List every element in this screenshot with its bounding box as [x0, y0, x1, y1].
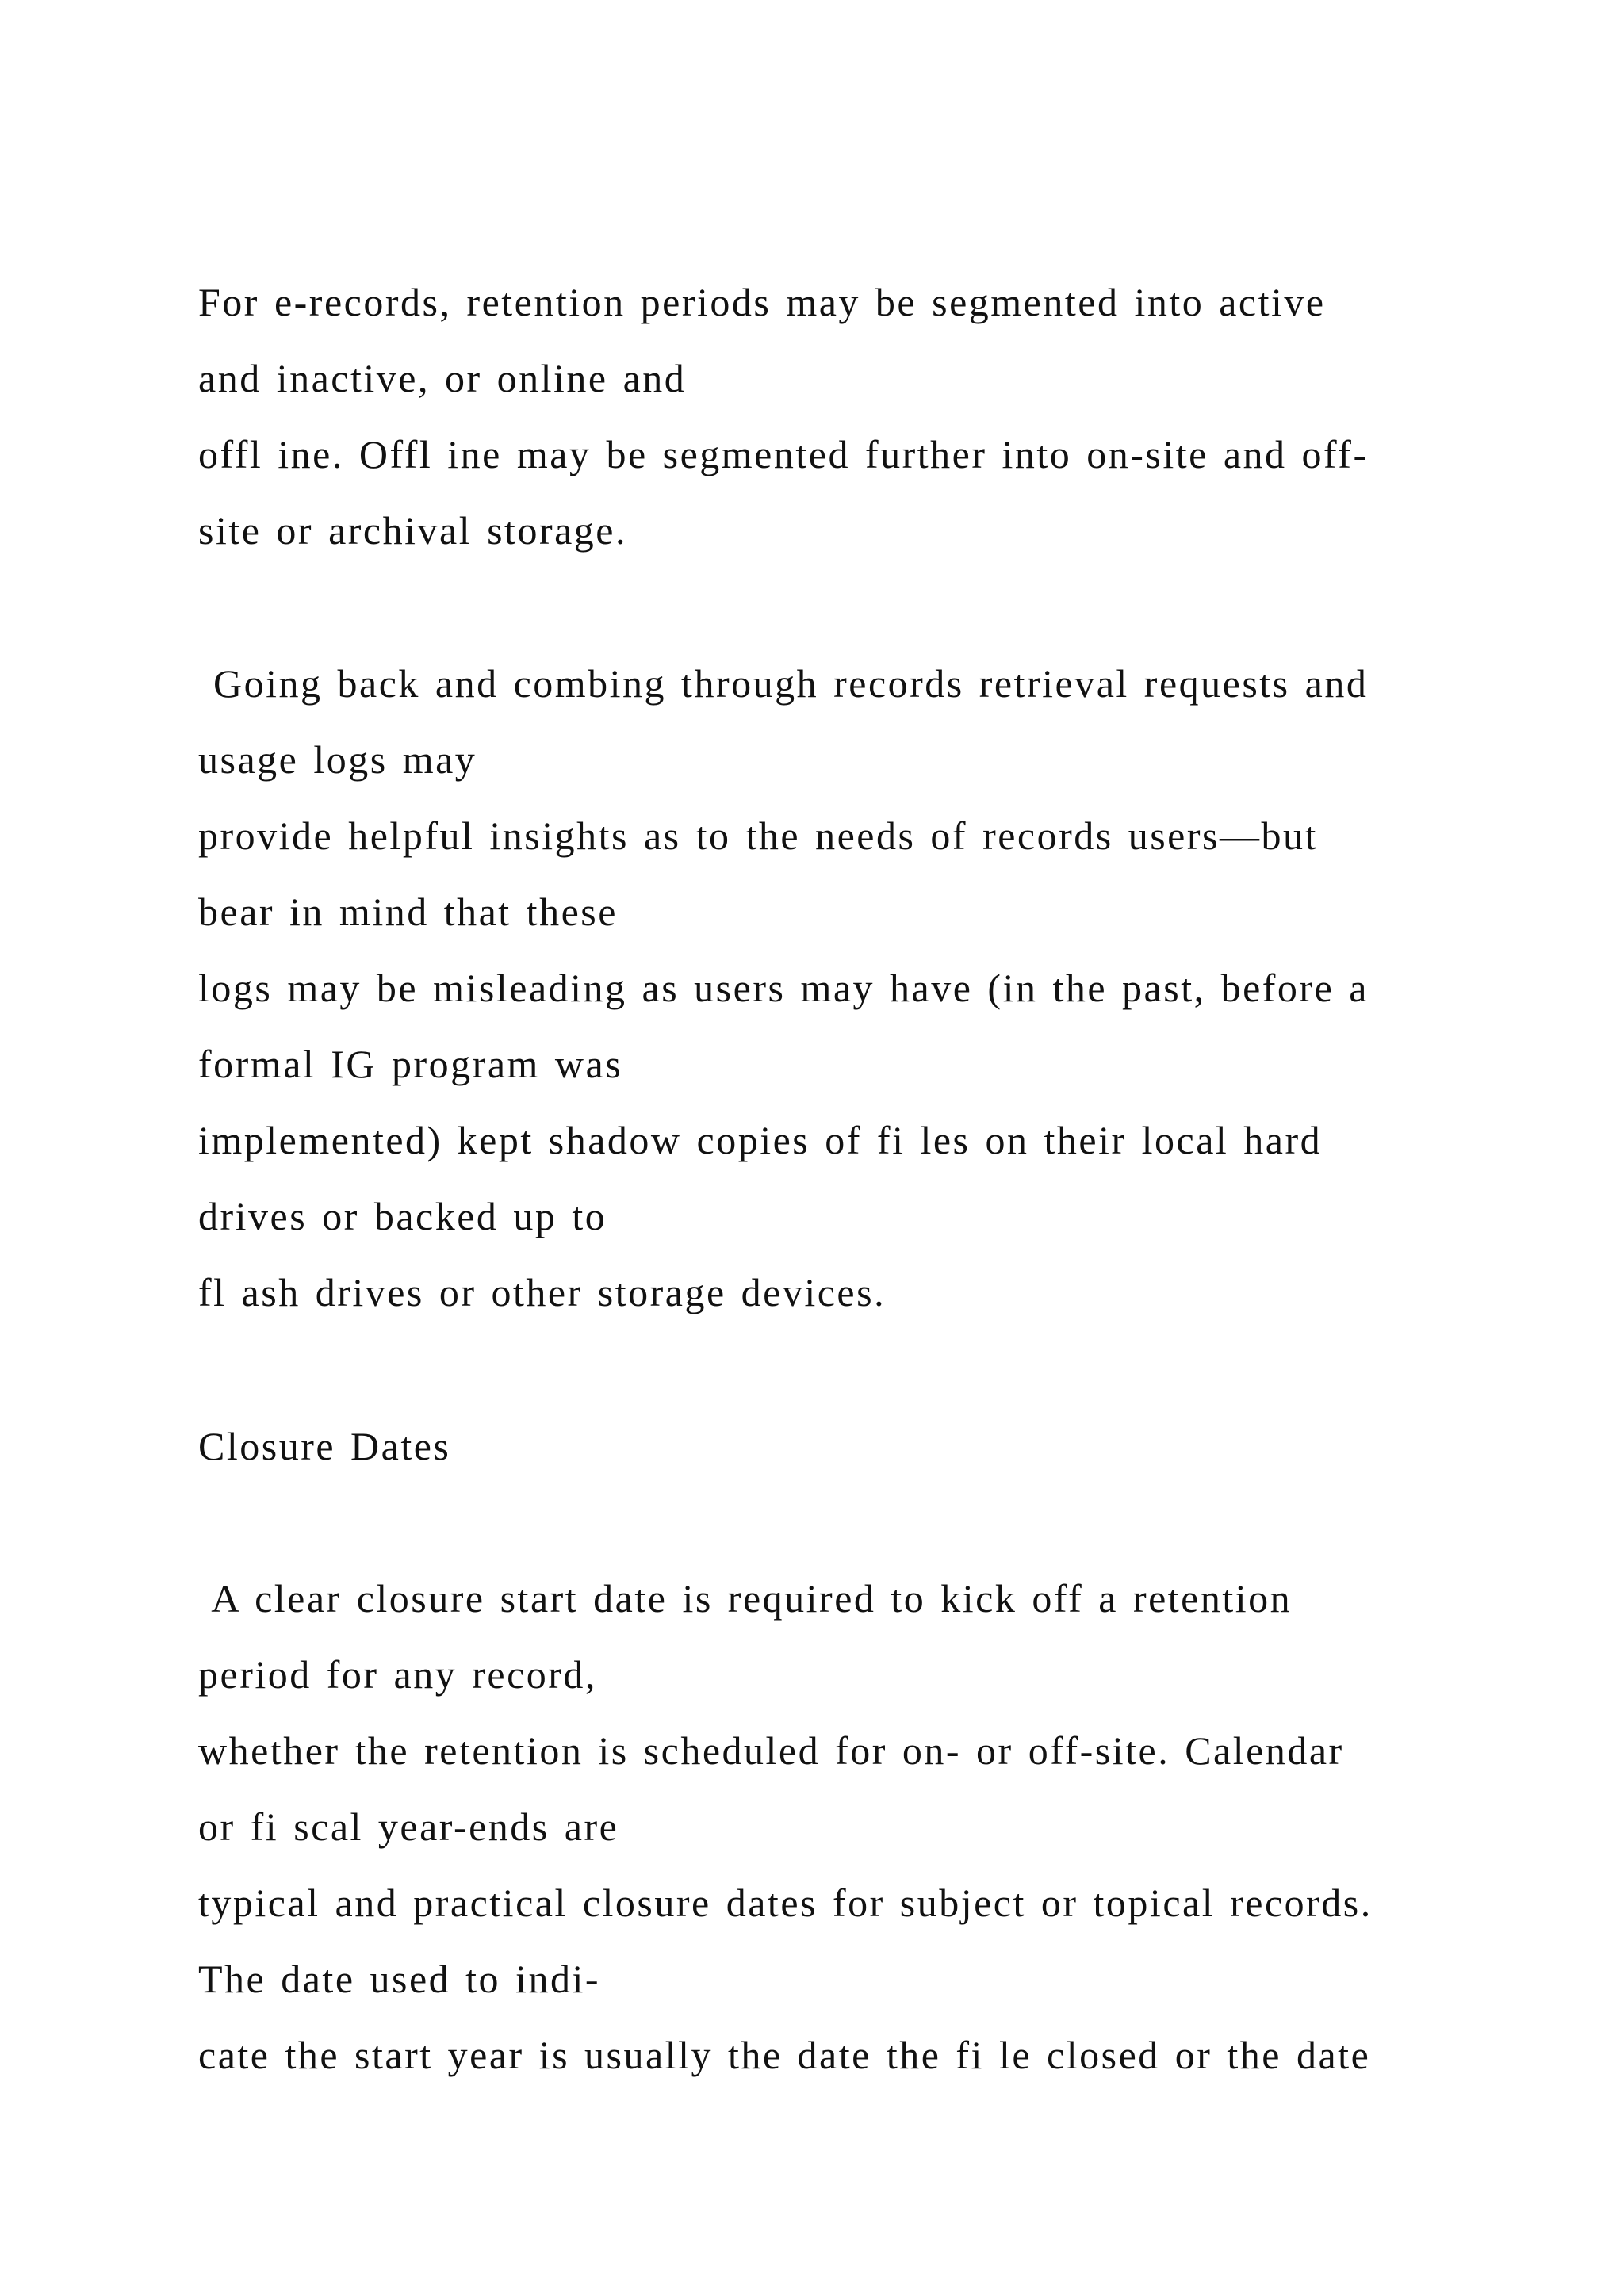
- text-line: period for any record,: [198, 1652, 597, 1697]
- text-line: offl ine. Offl ine may be segmented further into on-site and off-: [198, 432, 1369, 476]
- text-line: bear in mind that these: [198, 890, 618, 934]
- paragraph-closure-start-date: [198, 1560, 1546, 2093]
- text-line: A clear closure start date is required to kick off a retention: [198, 1576, 1293, 1621]
- heading-closure-dates: Closure Dates: [198, 1424, 451, 1468]
- text-line: usage logs may: [198, 737, 477, 782]
- text-line: implemented) kept shadow copies of fi les on their local hard: [198, 1118, 1323, 1162]
- text-line: whether the retention is scheduled for on- or off-site. Calendar: [198, 1728, 1344, 1773]
- text-line: Going back and combing through records retrieval requests and: [198, 661, 1369, 706]
- text-line: formal IG program was: [198, 1042, 623, 1086]
- text-line: logs may be misleading as users may have (in the past, before a: [198, 966, 1369, 1010]
- paragraph-e-records: [198, 264, 1546, 568]
- text-line: fl ash drives or other storage devices.: [198, 1270, 887, 1314]
- paragraph-usage-logs: [198, 645, 1546, 1330]
- section-heading: [198, 1408, 1546, 1484]
- text-line: For e-records, retention periods may be segmented into active: [198, 280, 1326, 324]
- text-line: site or archival storage.: [198, 508, 627, 553]
- text-line: typical and practical closure dates for subject or topical records.: [198, 1881, 1373, 1925]
- text-line: and inactive, or online and: [198, 356, 687, 400]
- text-line: cate the start year is usually the date the fi le closed or the date: [198, 2033, 1371, 2077]
- text-line: provide helpful insights as to the needs of records users—but: [198, 813, 1318, 858]
- text-line: or fi scal year-ends are: [198, 1804, 619, 1849]
- text-line: The date used to indi-: [198, 1957, 600, 2001]
- text-line: drives or backed up to: [198, 1194, 607, 1238]
